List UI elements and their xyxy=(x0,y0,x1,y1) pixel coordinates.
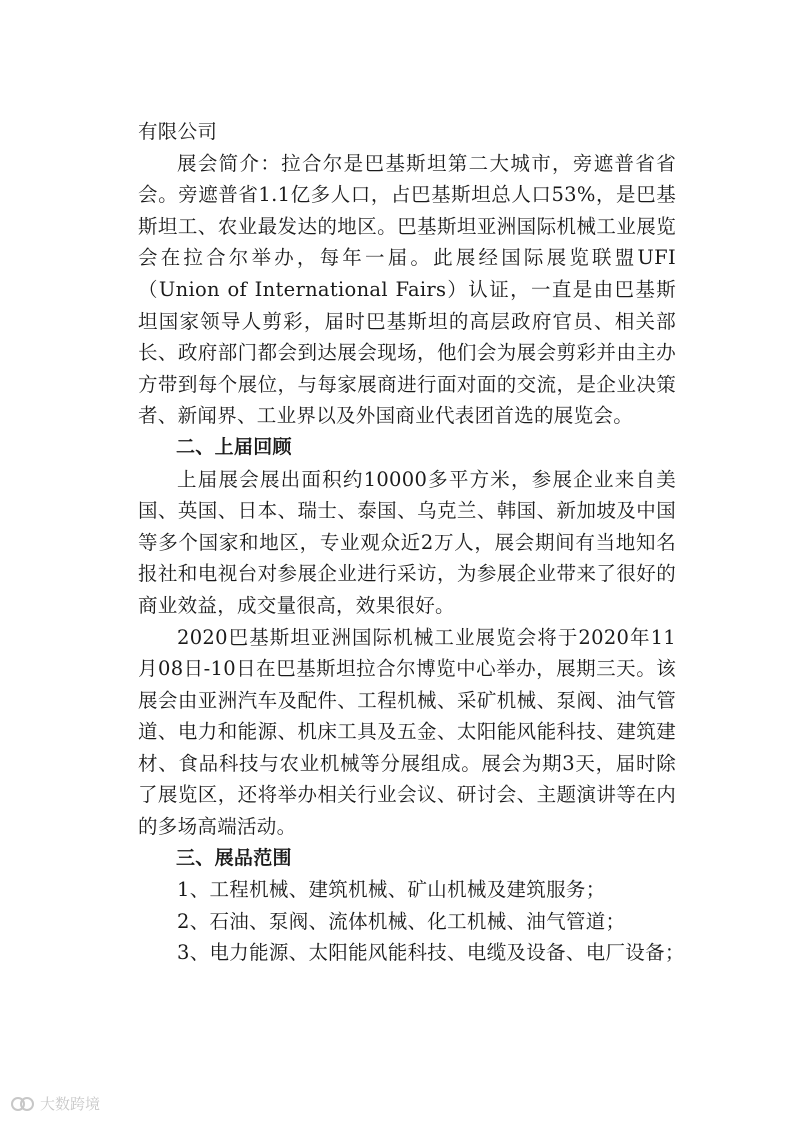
schedule-paragraph: 2020巴基斯坦亚洲国际机械工业展览会将于2020年11月08日-10日在巴基斯坦拉合尔博览中心举办，展期三天。该展会由亚洲汽车及配件、工程机械、采矿机械、泵阀、油气管道、电力和能源、机床工具及五金、太阳能风能科技、建筑建材、食品科技与农业机械等分展组成。展会为期3天，届时除了展览区，还将举办相关行业会议、研讨会、主题演讲等在内的多场高端活动。 xyxy=(138,625,676,839)
section-heading-exhibits: 三、展品范围 xyxy=(176,846,292,869)
previous-review-paragraph: 上届展会展出面积约10000多平方米，参展企业来自美国、英国、日本、瑞士、泰国、乌克兰、韩国、新加坡及中国等多个国家和地区，专业观众近2万人，展会期间有当地知名报社和电视台对参展企业进行采访，为参展企业带来了很好的商业效益，成交量很高，效果很好。 xyxy=(138,467,676,617)
exhibit-list-item: 1、工程机械、建筑机械、矿山机械及建筑服务； xyxy=(177,878,606,902)
company-suffix-line: 有限公司 xyxy=(138,120,218,143)
exhibit-list-item: 3、电力能源、太阳能风能科技、电缆及设备、电厂设备； xyxy=(177,941,685,965)
exhibit-list-item: 2、石油、泵阀、流体机械、化工机械、油气管道； xyxy=(177,909,626,933)
brand-logo-icon xyxy=(10,1095,36,1113)
document-body xyxy=(138,116,685,969)
watermark xyxy=(10,1093,100,1114)
exhibition-intro-paragraph: 展会简介：拉合尔是巴基斯坦第二大城市，旁遮普省省会。旁遮普省1.1亿多人口，占巴基斯坦总人口53%，是巴基斯坦工、农业最发达的地区。巴基斯坦亚洲国际机械工业展览会在拉合尔举办，每年一届。此展经国际展览联盟UFI（Union of International Fairs）认证，一直是由巴基斯坦国家领导人剪彩，届时巴基斯坦的高层政府官员、相关部长、政府部门都会到达展会现场，他们会为展会剪彩并由主办方带到每个展位，与每家展商进行面对面的交流，是企业决策者、新闻界、工业界以及外国商业代表团首选的展览会。 xyxy=(138,151,676,428)
watermark-text: 大数跨境 xyxy=(40,1095,101,1113)
section-heading-review: 二、上届回顾 xyxy=(176,435,292,458)
